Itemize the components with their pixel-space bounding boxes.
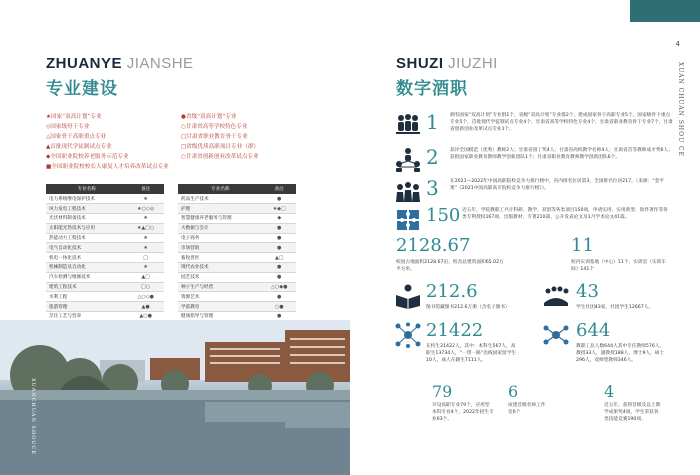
stat-body [576,283,668,311]
major-remark: ★ [127,194,164,204]
major-name: 电力系统继电保护技术 [46,194,127,204]
stat-row [394,147,676,173]
major-name: 园艺技术 [178,272,262,282]
stat-number: 212.6 [426,281,478,302]
major-remark: ★▲□○ [127,223,164,233]
legend-item: □甘肃省职业教育骨干专业 [181,134,248,140]
legend-item: ■全国职业院校校长人康复人才培养改革试点专业 [46,164,169,170]
stat-number: 21422 [426,320,484,341]
stat-number: 3 [426,176,439,200]
major-name: 市场营销 [178,243,262,253]
vertical-caption: XUAN CHUAN SHOU CE [677,62,684,158]
stat-number: 644 [576,320,611,341]
title-en-light: JIANSHE [126,55,194,72]
stat-text: 在2021—2022年中国高职院校竞争力排行榜中，省内排名位居第3，全国排名位居217。（来源：“金平果”《2021中国高职高专院校竞争力排行榜》）。 [450,179,664,192]
team-meeting-icon [394,112,422,138]
title-en [46,55,194,72]
legend-item: ○甘肃省高等学校特色专业 [181,124,248,130]
brochure-mark: XUANCHUAN SHOUCE [30,378,36,456]
campus-photo [0,320,350,475]
table-row [178,194,296,204]
student-network-icon [394,322,422,348]
table-row [46,243,164,253]
major-name: 电子商务 [178,233,262,243]
stat-body [576,322,668,365]
major-remark: ● [262,292,296,302]
stat-number: 43 [576,281,599,302]
legend-item: ★国家“双高计划”专业 [46,114,102,120]
major-table-right [178,184,296,322]
network-people-icon [394,147,422,173]
section-title-block [46,55,194,99]
major-name: 智慧健康养老服务与管理 [178,214,262,224]
stat-number: 2128.67 [396,235,471,256]
table-row [46,282,164,292]
major-name: 烹饪工艺与营养 [46,312,127,322]
major-name: 热能动力工程技术 [46,233,127,243]
legend-item: ●省级“双高计划”专业 [181,114,237,120]
table-header-name: 专业名称 [178,184,262,194]
stat-row [394,178,676,204]
stat-block [432,384,502,424]
stat-text: 近五年，学院教职工共计科研、教学、双创等各类项目150项，申请实用、实用新型、软件著作等各类专利授权167项，出版教材、专著210部，公开发表论文及1月学术论文41篇。 [462,208,668,221]
table-row [46,214,164,224]
stat-text: 近五年，获得首级及以上教学成果奖4项，学生荣获各类技能竞赛190项。 [604,403,661,423]
major-remark: □○ [127,282,164,292]
legend-item: ○甘肃省创新创业改革试点专业 [181,154,259,160]
major-name: 水利工程 [46,292,127,302]
stat-row [394,322,554,365]
major-remark: ▲□ [262,253,296,263]
major-name: 汽车检测与维修技术 [46,272,127,282]
major-name: 光伏材料制备技术 [46,214,127,224]
major-name: 健康指导与管理 [178,312,262,322]
major-name: 风力发电工程技术 [46,204,127,214]
major-remark: □ [127,253,164,263]
legend-item: ▲首批现代学徒制试点专业 [46,144,112,150]
table-row [178,233,296,243]
major-remark: ★ [127,233,164,243]
major-remark: ★◆□ [262,204,296,214]
stat-number: 11 [571,235,594,256]
table-row [46,223,164,233]
major-remark: ▲□ [127,272,164,282]
major-remark: ● [262,243,296,253]
table-row [178,282,296,292]
major-name: 资源艺术 [178,292,262,302]
major-remark: ○● [262,302,296,312]
corner-band [630,0,700,22]
page-title: 专业建设 [46,79,118,99]
major-remark: ★ [127,243,164,253]
legend-item: △国家骨干高职重点专业 [46,134,107,140]
table-header-remark: 备注 [262,184,296,194]
stat-text: 校园占地面积2128.67亩，校舍总建筑面积65.02万平方米。 [396,260,504,273]
major-remark: ● [262,272,296,282]
stat-block [396,237,536,273]
major-name: 种子生产与经营 [178,282,262,292]
major-name: 旅游管理 [46,302,127,312]
legend-list-left [46,112,169,172]
table-row [178,302,296,312]
legend-list-right [181,112,259,162]
table-row [46,233,164,243]
table-row [178,223,296,233]
major-name: 大数据与会计 [178,223,262,233]
table-row [46,204,164,214]
stat-row [542,283,678,311]
table-row [178,272,296,282]
table-header-name: 专业名称 [46,184,127,194]
major-name: 机械制造及自动化 [46,263,127,273]
major-remark: ▲○● [127,312,164,322]
table-header-remark: 备注 [127,184,164,194]
legend-item: ◇国家级骨干专业 [46,124,90,130]
major-remark: ★ [127,263,164,273]
major-table-left [46,184,164,332]
table-row [178,204,296,214]
stat-body [426,322,518,365]
title-en [396,55,498,72]
page-number: 4 [675,40,680,48]
major-name: 畜牧兽医 [178,253,262,263]
major-remark: △○◇● [127,292,164,302]
major-remark: ● [262,223,296,233]
major-remark: ● [262,312,296,322]
table-row [178,263,296,273]
major-name: 建筑工程技术 [46,282,127,292]
stat-text: 成建首级名师工作室6个 [508,403,546,416]
book-reader-icon [394,283,422,309]
stat-text: 学生社团43家，社团学生12667人。 [576,305,654,310]
title-en-dark: ZHUANYE [46,55,123,72]
stat-text: 校内实训基地（中心）11个，实训室（实训车间）141个 [571,260,667,273]
stat-row [394,207,676,233]
puzzle-icon [394,207,422,233]
table-row [46,263,164,273]
stat-number: 2 [426,145,439,169]
club-group-icon [542,283,570,309]
section-title-block [396,55,498,99]
table-row [178,253,296,263]
stat-block [571,237,676,273]
stat-number: 1 [426,110,439,134]
table-row [178,292,296,302]
stat-text: 获评全国模范（优秀）教师2人；甘肃省园丁奖4人；甘肃省高校教学名师4人；甘肃省首等教师成才奖6人；获批国家职业教育教师教学创新团队1个；甘肃省职业教育教师教学创新团队6个。 [450,148,673,161]
stat-number: 4 [604,382,615,401]
campus-photo-art [0,320,350,475]
stat-block [508,384,566,416]
major-name: 药品生产技术 [178,194,262,204]
major-remark: ★ [127,214,164,224]
legend-item: □省级优质高职项目专业（群） [181,144,260,150]
stat-row [394,283,554,311]
major-name: 学前教育 [178,302,262,312]
stat-text: 开设高职专业79个，应用型本科专业4个，2022年招生专业63个。 [432,403,494,423]
staff-network-icon [542,322,570,348]
major-name: 现代农业技术 [178,263,262,273]
stat-text: 教职工总人数644人其中专任教师576人，教授33人，副教授188人，博士9人，硕士296人，双师型教师346人。 [576,344,665,364]
group-people-icon [394,178,422,204]
stat-text: 图书馆藏图书212.6万册（含电子图书） [426,305,510,310]
stat-number: 6 [508,382,519,401]
stat-block [604,384,676,424]
major-remark: △○◆● [262,282,296,292]
major-name: 护理 [178,204,262,214]
stat-text: 在校生21422人，其中：本科生567人，高职生13734人，“一带一路”沿线国家留学生10人，成人在籍生7111人。 [426,344,517,364]
stat-row [394,112,676,138]
table-row [178,243,296,253]
right-page [350,0,700,475]
stat-number: 79 [432,382,453,401]
stat-text: 拥有国家“双高计划”专业群1个，省级“双高计划”专业群2个，建成国家骨干高职专业5个，国家级骨干重点专业5个，首批现代学徒制试点专业4个，甘肃省高等学校特色专业4个，甘肃省职业教育骨干专业7个，甘肃省创新创业改革试点专业1个。 [450,113,673,133]
stat-row [542,322,678,365]
major-remark: ◆ [262,214,296,224]
table-row [46,194,164,204]
major-remark: ● [262,233,296,243]
major-remark: ▲● [127,302,164,312]
stat-number: 150 [426,205,461,226]
stat-body [426,283,516,311]
major-name: 太阳能光热技术与应用 [46,223,127,233]
table-row [46,253,164,263]
table-row [46,292,164,302]
page-title: 数字酒职 [396,79,468,99]
title-en-light: JIUZHI [448,55,498,72]
legend-item: ◆全国职业院校养老服务示范专业 [46,154,129,160]
major-remark: ★○◇◎ [127,204,164,214]
major-remark: ● [262,263,296,273]
table-row [178,214,296,224]
major-name: 电气自动化技术 [46,243,127,253]
table-row [46,302,164,312]
table-row [46,272,164,282]
major-name: 机电一体化技术 [46,253,127,263]
major-remark: ● [262,194,296,204]
title-en-dark: SHUZI [396,55,444,72]
